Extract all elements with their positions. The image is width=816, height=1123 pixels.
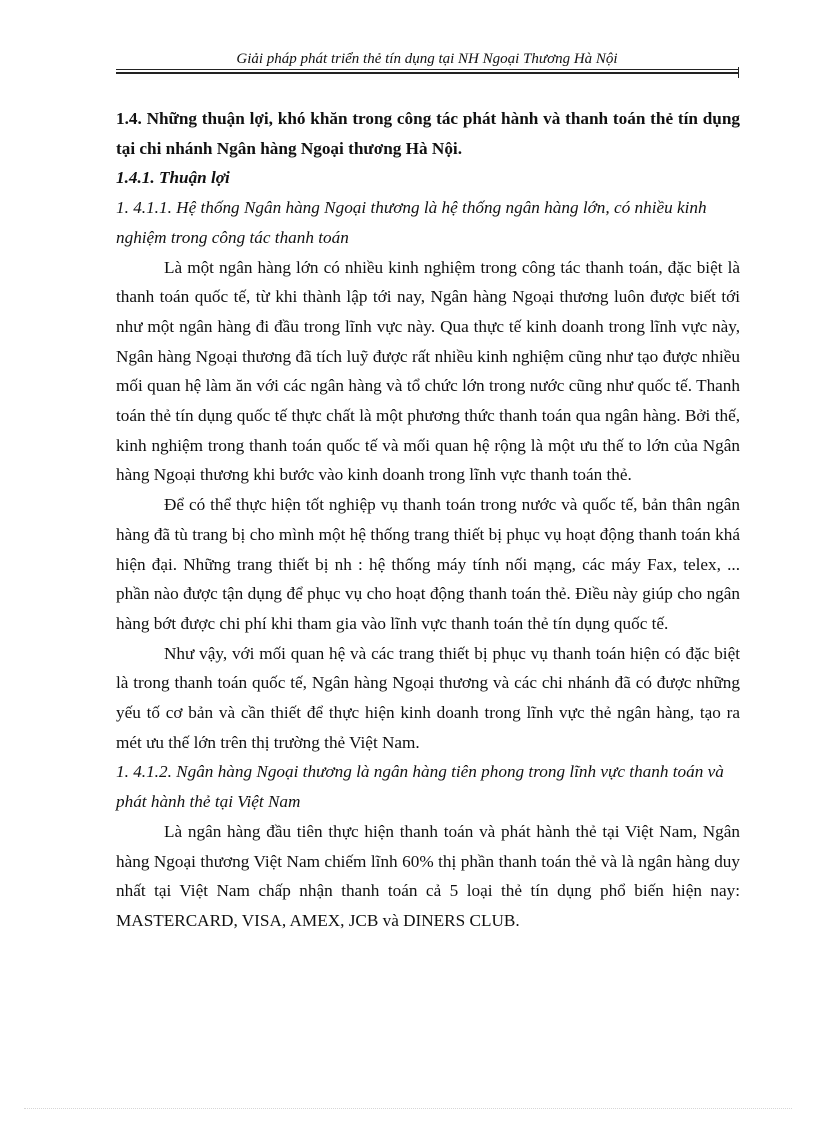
- paragraph-2: Để có thể thực hiện tốt nghiệp vụ thanh toán trong nước và quốc tế, bản thân ngân hàng đã tù trang bị cho mình một hệ thống trang thiết bị phục vụ hoạt động thanh toán khá hiện đại. Những trang thiết bị nh : hệ thống máy tính nối mạng, các máy Fax, telex, ... phần nào được tận dụng để phục vụ cho hoạt động thanh toán thẻ. Điều này giúp cho ngân hàng bớt được chi phí khi tham gia vào lĩnh vực thanh toán thẻ tín dụng quốc tế.: [116, 495, 740, 633]
- running-header: Giải pháp phát triển thẻ tín dụng tại NH Ngoại Thương Hà Nội: [236, 51, 618, 67]
- section-heading: 1.4. Những thuận lợi, khó khăn trong công tác phát hành và thanh toán thẻ tín dụng tại chi nhánh Ngân hàng Ngoại thương Hà Nội.: [116, 109, 740, 158]
- paragraph-3: Như vậy, với mối quan hệ và các trang thiết bị phục vụ thanh toán hiện có đặc biệt là trong thanh toán quốc tế, Ngân hàng Ngoại thương và các chi nhánh đã có được những yếu tố cơ bản và cần thiết để thực hiện kinh doanh trong lĩnh vực thẻ ngân hàng, tạo ra mét ưu thế lớn trên thị trường thẻ Việt Nam.: [116, 643, 740, 752]
- header-rule-end-tick: [738, 67, 739, 78]
- paragraph-4: Là ngân hàng đầu tiên thực hiện thanh toán và phát hành thẻ tại Việt Nam, Ngân hàng Ngoại thương Việt Nam chiếm lĩnh 60% thị phần thanh toán thẻ và là ngân hàng duy nhất tại Việt Nam chấp nhận thanh toán cả 5 loại thẻ tín dụng phổ biến hiện nay: MASTERCARD, VISA, AMEX, JCB và DINERS CLUB.: [116, 821, 740, 930]
- page-bottom-border: [24, 1108, 792, 1109]
- paragraph-1: Là một ngân hàng lớn có nhiều kinh nghiệm trong công tác thanh toán, đặc biệt là thanh toán quốc tế, từ khi thành lập tới nay, Ngân hàng Ngoại thương luôn được biết tới như một ngân hàng đi đầu trong lĩnh vực này. Qua thực tế kinh doanh trong lĩnh vực này, Ngân hàng Ngoại thương đã tích luỹ được rất nhiều kinh nghiệm cũng như tạo được nhiều mối quan hệ làm ăn với các ngân hàng và tổ chức lớn trong nước cũng như quốc tế. Thanh toán thẻ tín dụng quốc tế thực chất là một phương thức thanh toán qua ngân hàng. Bởi thế, kinh nghiệm trong thanh toán quốc tế và mối quan hệ rộng là một ưu thế to lớn của Ngân hàng Ngoại thương khi bước vào kinh doanh trong lĩnh vực thanh toán thẻ.: [116, 257, 740, 485]
- header-rule-thick: [116, 72, 738, 74]
- document-body: [116, 104, 740, 936]
- subsection-heading: 1.4.1. Thuận lợi: [116, 168, 230, 188]
- item-2-title: 1. 4.1.2. Ngân hàng Ngoại thương là ngân hàng tiên phong trong lĩnh vực thanh toán và phát hành thẻ tại Việt Nam: [116, 762, 724, 812]
- item-1-title: 1. 4.1.1. Hệ thống Ngân hàng Ngoại thương là hệ thống ngân hàng lớn, có nhiều kinh nghiệm trong công tác thanh toán: [116, 198, 707, 247]
- header-rule-thin: [116, 69, 738, 70]
